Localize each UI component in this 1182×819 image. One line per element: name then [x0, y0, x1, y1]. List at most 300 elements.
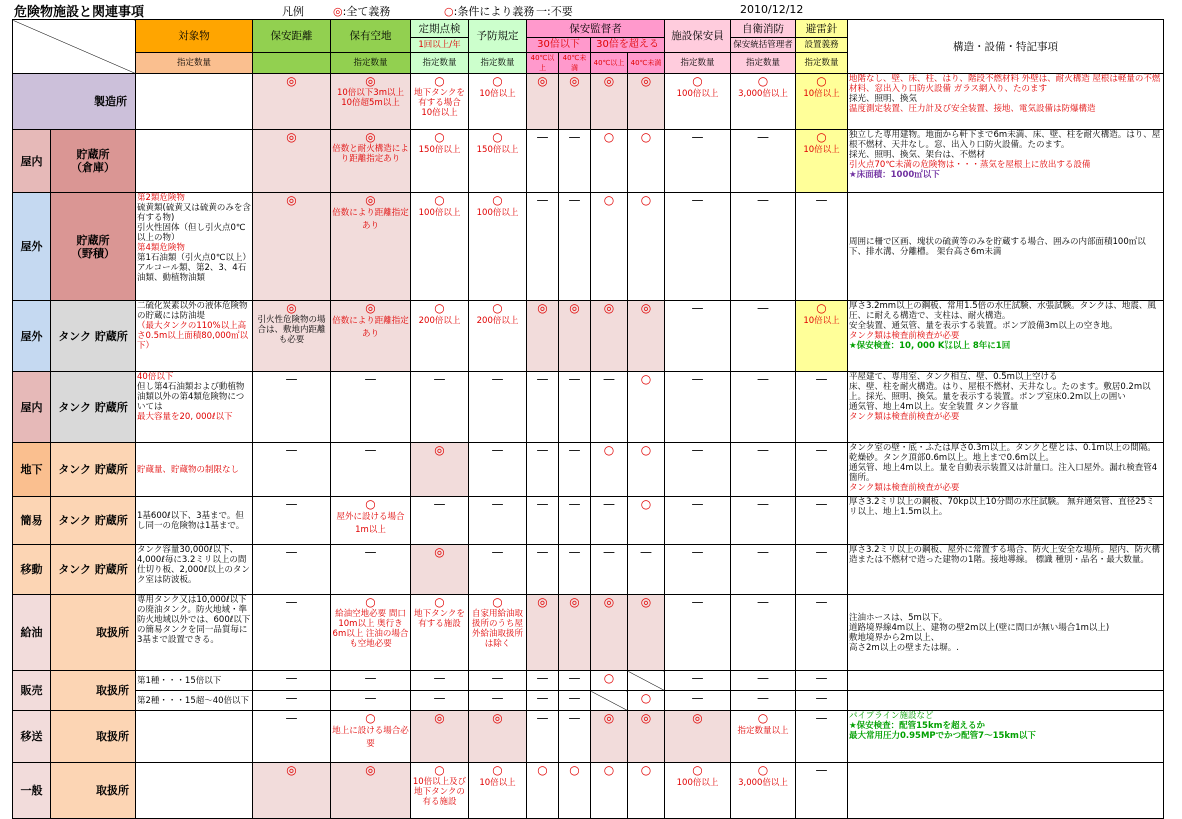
double-circle-icon: ◎ [365, 193, 376, 207]
double-circle-icon: ◎ [286, 74, 297, 88]
cell-structure [848, 763, 1164, 819]
double-circle-icon: ◎ [640, 301, 652, 315]
circle-icon: ○ [492, 193, 503, 207]
col-inspection: 定期点検 [411, 20, 469, 38]
temp-2: 40℃未満 [559, 53, 591, 74]
cell-sup-1 [527, 74, 559, 130]
circle-icon: ○ [365, 711, 376, 725]
cell-prevention: — [469, 691, 527, 711]
cell-inspection: — [411, 671, 469, 691]
row-okugai-tank [13, 301, 1164, 372]
cell-distance: — [253, 443, 331, 497]
cell-sup-4 [628, 74, 665, 130]
col-sup-30below: 30倍以下 [527, 38, 591, 53]
row-cat-okugai: 屋外 [13, 193, 51, 301]
qty-firefight: 指定数量 [731, 53, 796, 74]
cell-lightning: — [796, 372, 848, 443]
cell-target: 第1種・・・15倍以下 [136, 671, 253, 691]
col-distance: 保安距離 [253, 20, 331, 53]
circle-icon: ○ [434, 301, 445, 315]
double-circle-icon: ◎ [365, 763, 376, 777]
cell-structure: 平屋建て、専用室、タンク相互、壁、0.5m以上空ける 床、壁、柱を耐火構造。はり、屋根不燃材、天井なし。たのます。敷居0.2m以上。採光、照明、換気。量を表示する装置。ポンプ室床0.2m以上の囲い 通気管、地上4m以上。安全装置 タンク容量 タンク類は検査前検査が必要 [848, 372, 1164, 443]
cell-space: ◎ 倍数により距離指定あり [331, 193, 411, 301]
circle-icon: ○ [434, 763, 445, 777]
cell-staff: — [665, 130, 731, 193]
row-okunai-tank [13, 372, 1164, 443]
cell-lightning: — [796, 763, 848, 819]
cell-lightning: — [796, 711, 848, 763]
qty-target: 指定数量 [136, 53, 253, 74]
circle-icon: ○ [640, 372, 652, 386]
circle-icon: ○ [603, 443, 615, 457]
cell-space: — [331, 443, 411, 497]
cell-sup-3: — [591, 372, 628, 443]
cell-sup-1: — [527, 443, 559, 497]
cell-lightning: ○ 10倍以上 [796, 301, 848, 372]
cell-lightning: — [796, 497, 848, 545]
cell-sup-1 [527, 301, 559, 372]
row-ippan [13, 763, 1164, 819]
cell-space: ◎ 倍数により距離指定あり [331, 301, 411, 372]
circle-icon: ○ [692, 74, 703, 88]
cell-structure: 厚さ3.2mm以上の鋼板、常用1.5倍の水圧試験、水張試験。タンクは、地震、風圧、に耐える構造で、支柱は、耐火構造。 安全装置、通気管、量を表示する装置。ポンプ設備3m以上の空き地。 タンク類は検査前検査が必要 ★保安検査：10, 000 K㍑以上 8年に1回 [848, 301, 1164, 372]
row-hanbai-1 [13, 671, 1164, 691]
cell-prevention: — [469, 443, 527, 497]
row-cat-okunai: 屋内 [13, 130, 51, 193]
cell-sup-2 [559, 595, 591, 671]
cell-prevention: ○ 自家用給油取扱所のうち屋外給油取扱所は除く [469, 595, 527, 671]
double-circle-icon: ◎ [569, 74, 580, 88]
cell-prevention: ○ 10倍以上 [469, 763, 527, 819]
double-circle-icon: ◎ [365, 74, 376, 88]
cell-distance: — [253, 595, 331, 671]
cell-space: ○ 屋外に設ける場合1m以上 [331, 497, 411, 545]
cell-prevention [469, 711, 527, 763]
cell-lightning: ○ 10倍以上 [796, 74, 848, 130]
cell-staff: ○ 100倍以上 [665, 74, 731, 130]
cell-structure: 地階なし、壁、床、柱、はり、階段不燃材料 外壁は、耐火構造 屋根は軽量の不燃材料、窓出入り口防火設備 ガラス網入り、たのます 採光、照明、換気 温度測定装置、圧力計及び安全装置、接地、電気設備は防爆構造 [848, 74, 1164, 130]
row-cat-chika-tank: 地下 [13, 443, 51, 497]
row-idou-tank [13, 545, 1164, 595]
row-cat-kyuyu: 給油 [13, 595, 51, 671]
row-label-hanbai: 取扱所 [51, 671, 136, 711]
cell-firefight: — [731, 545, 796, 595]
cell-sup-4 [628, 130, 665, 193]
cell-sup-4: — [628, 545, 665, 595]
row-hanbai-2 [13, 691, 1164, 711]
header-row-1 [13, 20, 1164, 38]
cell-prevention: ○ 100倍以上 [469, 193, 527, 301]
cell-sup-2: — [559, 443, 591, 497]
row-cat-isou: 移送 [13, 711, 51, 763]
circle-icon: ○ [434, 595, 445, 609]
cell-distance [253, 193, 331, 301]
cell-sup-2: — [559, 497, 591, 545]
cell-lightning: — [796, 193, 848, 301]
cell-sup-2 [559, 301, 591, 372]
cell-firefight: — [731, 497, 796, 545]
row-cat-idou-tank: 移動 [13, 545, 51, 595]
circle-icon: ○ [537, 763, 548, 777]
cell-sup-3 [591, 595, 628, 671]
cell-inspection [411, 443, 469, 497]
col-space: 保有空地 [331, 20, 411, 53]
circle-icon: ○ [603, 193, 615, 207]
double-circle-icon: ◎ [492, 711, 503, 725]
cell-distance [253, 74, 331, 130]
cell-distance: — [253, 372, 331, 443]
cell-sup-4 [628, 443, 665, 497]
double-circle-icon: ◎ [603, 711, 615, 725]
cell-sup-4 [628, 763, 665, 819]
circle-icon: ○ [434, 74, 445, 88]
circle-icon: ○ [365, 595, 376, 609]
circle-icon: ○ [640, 691, 652, 705]
cell-sup-1 [527, 595, 559, 671]
cell-sup-3 [591, 443, 628, 497]
cell-firefight: ○ 3,000倍以上 [731, 74, 796, 130]
cell-inspection: ○ 100倍以上 [411, 193, 469, 301]
cell-target [136, 763, 253, 819]
circle-icon: ○ [444, 5, 454, 18]
title-bar [0, 0, 1182, 18]
circle-icon: ○ [492, 301, 503, 315]
cell-sup-3: — [591, 497, 628, 545]
cell-firefight: ○ 指定数量以上 [731, 711, 796, 763]
cell-firefight: — [731, 193, 796, 301]
cell-target: 1基600ℓ以下、3基まで。但し同一の危険物は1基まで。 [136, 497, 253, 545]
cell-staff: ○ 100倍以上 [665, 763, 731, 819]
cell-staff: — [665, 301, 731, 372]
qty-staff: 指定数量 [665, 53, 731, 74]
cell-target [136, 130, 253, 193]
cell-sup-4 [628, 691, 665, 711]
row-okunai [13, 130, 1164, 193]
double-circle-icon: ◎ [286, 301, 297, 315]
row-label-idou-tank: タンク 貯蔵所 [51, 545, 136, 595]
corner-cell [13, 20, 136, 74]
cell-sup-3 [591, 671, 628, 691]
cell-target: 第2類危険物 硫黄類(硫黄又は硫黄のみを含有する物) 引火性固体（但し引火点0℃以上の物） 第4類危険物 第1石油類（引火点0℃以上） アルコール類、第2、3、4石油類、動植物油類 [136, 193, 253, 301]
circle-icon: ○ [492, 74, 503, 88]
cell-prevention: — [469, 497, 527, 545]
double-circle-icon: ◎ [365, 301, 376, 315]
double-circle-icon: ◎ [286, 193, 297, 207]
circle-icon: ○ [603, 763, 615, 777]
cell-staff: — [665, 545, 731, 595]
double-circle-icon: ◎ [434, 711, 445, 725]
col-firefight-sub: 保安統括管理者 [731, 38, 796, 53]
circle-icon: ○ [434, 130, 445, 144]
cell-sup-1 [527, 763, 559, 819]
cell-distance: — [253, 691, 331, 711]
row-seizou [13, 74, 1164, 130]
temp-3: 40℃以上 [591, 53, 628, 74]
page-title: 危険物施設と関連事項 [14, 5, 145, 20]
cell-sup-2: — [559, 691, 591, 711]
cell-sup-4 [628, 193, 665, 301]
row-label-ippan: 取扱所 [51, 763, 136, 819]
cell-structure [848, 691, 1164, 711]
cell-sup-3 [591, 130, 628, 193]
cell-lightning: — [796, 671, 848, 691]
cell-structure: 厚さ3.2ミリ以上の鋼板、70kp以上10分間の水圧試験。 無弁通気管、直径25ミリ以上、地上1.5m以上。 [848, 497, 1164, 545]
cell-structure: 独立した専用建物。地面から軒下まで6m未満、床、壁、柱を耐火構造。はり、屋根不燃材、天井なし。窓、出入り口防火設備。たのます。 採光、照明、換気、架台は、不燃材 引火点70℃未満の危険物は・・・蒸気を屋根上に放出する設備 ★床面積：1000㎡以下 [848, 130, 1164, 193]
double-circle-icon: ◎ [286, 763, 297, 777]
cell-sup-1: — [527, 130, 559, 193]
cell-inspection: — [411, 691, 469, 711]
circle-icon: ○ [640, 193, 652, 207]
cell-space: — [331, 671, 411, 691]
cell-inspection: ○ 地下タンクを有する施設 [411, 595, 469, 671]
circle-icon: ○ [434, 193, 445, 207]
cell-inspection: — [411, 372, 469, 443]
row-label-okunai: 貯蔵所 （倉庫） [51, 130, 136, 193]
cell-prevention: — [469, 671, 527, 691]
col-structure: 構造・設備・特記事項 [848, 20, 1164, 74]
cell-sup-2 [559, 763, 591, 819]
cell-prevention: ○ 200倍以上 [469, 301, 527, 372]
row-label-okugai-tank: タンク 貯蔵所 [51, 301, 136, 372]
cell-staff: — [665, 497, 731, 545]
qty-inspection: 指定数量 [411, 53, 469, 74]
row-label-kyuyu: 取扱所 [51, 595, 136, 671]
cell-distance: — [253, 711, 331, 763]
row-kani-tank [13, 497, 1164, 545]
cell-staff: — [665, 595, 731, 671]
double-circle-icon: ◎ [603, 74, 615, 88]
legend-label: 凡例 [282, 5, 304, 18]
double-circle-icon: ◎ [692, 711, 703, 725]
qty-lightning: 指定数量 [796, 53, 848, 74]
double-circle-icon: ◎ [537, 595, 548, 609]
cell-space: — [331, 372, 411, 443]
cell-sup-4 [628, 372, 665, 443]
cell-target: 第2種・・・15超～40倍以下 [136, 691, 253, 711]
cell-firefight: — [731, 443, 796, 497]
date: 2010/12/12 [740, 3, 804, 16]
cell-sup-2 [559, 74, 591, 130]
cell-target [136, 74, 253, 130]
facility-table [12, 19, 1164, 819]
cell-structure: 厚さ3.2ミリ以上の鋼板、屋外に常置する場合、防火上安全な場所。屋内、防火構造または不燃材で造った建物の1階。接地導線。 標識 種別・品名・最大数量。 [848, 545, 1164, 595]
cell-staff: — [665, 193, 731, 301]
cell-lightning: — [796, 691, 848, 711]
qty-distance [253, 53, 331, 74]
cell-inspection: ○ 200倍以上 [411, 301, 469, 372]
cell-inspection: — [411, 497, 469, 545]
legend-none: 一:不要 [536, 5, 573, 18]
cell-lightning: — [796, 443, 848, 497]
cell-firefight: — [731, 130, 796, 193]
circle-icon: ○ [816, 74, 827, 88]
cell-space: ◎ 倍数と耐火構造により距離指定あり [331, 130, 411, 193]
row-cat-okugai-tank: 屋外 [13, 301, 51, 372]
cell-firefight: ○ 3,000倍以上 [731, 763, 796, 819]
double-circle-icon: ◎ [603, 301, 615, 315]
cell-space: ◎ 10倍以下3m以上 10倍超5m以上 [331, 74, 411, 130]
double-circle-icon: ◎ [603, 595, 615, 609]
col-lightning-sub: 設置義務 [796, 38, 848, 53]
circle-icon: ○ [492, 763, 503, 777]
row-cat-hanbai: 販売 [13, 671, 51, 711]
cell-firefight: — [731, 372, 796, 443]
cell-sup-4 [628, 301, 665, 372]
cell-sup-4 [628, 671, 665, 691]
col-supervisor: 保安監督者 [527, 20, 665, 38]
double-circle-icon: ◎ [365, 130, 376, 144]
cell-target: 貯蔵量、貯蔵物の制限なし [136, 443, 253, 497]
cell-inspection: ○ 10倍以上及び地下タンクの有る施設 [411, 763, 469, 819]
row-label-kani-tank: タンク 貯蔵所 [51, 497, 136, 545]
row-label-chika-tank: タンク 貯蔵所 [51, 443, 136, 497]
cell-distance: — [253, 497, 331, 545]
cell-sup-1: — [527, 711, 559, 763]
col-firefight: 自衛消防 [731, 20, 796, 38]
double-circle-icon: ◎ [537, 301, 548, 315]
cell-firefight: — [731, 595, 796, 671]
cell-distance: — [253, 671, 331, 691]
cell-distance: — [253, 545, 331, 595]
double-circle-icon: ◎ [333, 5, 343, 18]
cell-space: ○ 給油空地必要 間口10m以上 奥行き6m以上 注油の場合も空地必要 [331, 595, 411, 671]
cell-sup-3 [591, 301, 628, 372]
cell-structure: 周囲に柵で区画、塊状の硫黄等のみを貯蔵する場合、囲みの内部面積100㎡以下、排水溝、分離槽。 架台高さ6m未満 [848, 193, 1164, 301]
cell-inspection: ○ 地下タンクを有する場合 10倍以上 [411, 74, 469, 130]
circle-icon: ○ [816, 301, 827, 315]
col-inspection-sub: 1回以上/年 [411, 38, 469, 53]
double-circle-icon: ◎ [537, 74, 548, 88]
col-lightning: 避雷針 [796, 20, 848, 38]
row-cat-okunai-tank: 屋内 [13, 372, 51, 443]
cell-inspection [411, 711, 469, 763]
temp-1: 40℃以上 [527, 53, 559, 74]
cell-inspection [411, 545, 469, 595]
cell-structure [848, 671, 1164, 691]
cell-prevention: ○ 150倍以上 [469, 130, 527, 193]
cell-firefight: — [731, 691, 796, 711]
cell-sup-2: — [559, 711, 591, 763]
cell-inspection: ○ 150倍以上 [411, 130, 469, 193]
circle-icon: ○ [603, 671, 615, 685]
cell-structure: 注油ホースは、5m以下。 道路境界線4m以上、建物の壁2m以上(壁に間口が無い場合1m以上) 敷地境界から2m以上、 高さ2m以上の壁または塀。. [848, 595, 1164, 671]
double-circle-icon: ◎ [640, 711, 652, 725]
legend-conditional: ○:条件により義務 [444, 5, 535, 18]
cell-sup-1: — [527, 193, 559, 301]
circle-icon: ○ [492, 595, 503, 609]
cell-structure: タンク室の壁・底・ふたは厚さ0.3m以上。タンクと壁とは、0.1m以上の間隔。乾燥砂。タンク頂部0.6m以上。地上まで0.6m以上。 通気管、地上4m以上。量を自動表示装置又は計量口。注入口屋外。漏れ検査管4箇所。 タンク類は検査前検査が必要 [848, 443, 1164, 497]
cell-sup-3 [591, 691, 628, 711]
cell-sup-3 [591, 763, 628, 819]
circle-icon: ○ [757, 763, 769, 777]
cell-sup-2: — [559, 130, 591, 193]
circle-icon: ○ [757, 711, 769, 725]
col-prevention: 予防規定 [469, 20, 527, 53]
circle-icon: ○ [640, 443, 652, 457]
temp-4: 40℃未満 [628, 53, 665, 74]
cell-lightning: — [796, 595, 848, 671]
cell-lightning: ○ 10倍以上 [796, 130, 848, 193]
cell-sup-3 [591, 711, 628, 763]
row-chika-tank [13, 443, 1164, 497]
cell-target [136, 711, 253, 763]
cell-space: — [331, 691, 411, 711]
cell-prevention: — [469, 372, 527, 443]
cell-sup-1: — [527, 691, 559, 711]
cell-prevention: — [469, 545, 527, 595]
col-staff: 施設保安員 [665, 20, 731, 53]
row-cat-kani-tank: 簡易 [13, 497, 51, 545]
cell-staff: — [665, 372, 731, 443]
row-okugai [13, 193, 1164, 301]
cell-space: ○ 地上に設ける場合必要 [331, 711, 411, 763]
double-circle-icon: ◎ [286, 130, 297, 144]
cell-sup-2: — [559, 545, 591, 595]
circle-icon: ○ [816, 130, 827, 144]
cell-distance [253, 763, 331, 819]
cell-sup-2: — [559, 193, 591, 301]
circle-icon: ○ [603, 130, 615, 144]
cell-target: 専用タンク又は10,000ℓ以下の廃油タンク。防火地域・準防火地域以外では、600ℓ以下の簡易タンクを同一品質毎に3基まで設置できる。 [136, 595, 253, 671]
row-label-okugai: 貯蔵所 （野積） [51, 193, 136, 301]
double-circle-icon: ◎ [569, 301, 580, 315]
cell-target: 二硫化炭素以外の液体危険物の貯蔵には防油堤 （最大タンクの110%以上高さ0.5m以上面積80,000㎡以下） [136, 301, 253, 372]
cell-firefight: — [731, 671, 796, 691]
circle-icon: ○ [365, 497, 376, 511]
cell-lightning: — [796, 545, 848, 595]
circle-icon: ○ [757, 74, 769, 88]
cell-sup-1: — [527, 497, 559, 545]
row-label-isou: 取扱所 [51, 711, 136, 763]
cell-prevention: ○ 10倍以上 [469, 74, 527, 130]
cell-distance [253, 130, 331, 193]
cell-sup-4 [628, 497, 665, 545]
row-label-seizou: 製造所 [13, 74, 136, 130]
row-cat-ippan: 一般 [13, 763, 51, 819]
circle-icon: ○ [640, 130, 652, 144]
cell-sup-1: — [527, 372, 559, 443]
circle-icon: ○ [692, 763, 703, 777]
cell-sup-4 [628, 595, 665, 671]
circle-icon: ○ [640, 497, 652, 511]
cell-distance: ◎ 引火性危険物の場合は、敷地内距離も必要 [253, 301, 331, 372]
cell-firefight: — [731, 301, 796, 372]
col-target: 対象物 [136, 20, 253, 53]
circle-icon: ○ [569, 763, 580, 777]
row-label-okunai-tank: タンク 貯蔵所 [51, 372, 136, 443]
cell-staff [665, 711, 731, 763]
cell-space: — [331, 545, 411, 595]
cell-sup-2: — [559, 372, 591, 443]
cell-space [331, 763, 411, 819]
cell-staff: — [665, 691, 731, 711]
cell-sup-1: — [527, 671, 559, 691]
cell-sup-2: — [559, 671, 591, 691]
cell-sup-3 [591, 74, 628, 130]
cell-staff: — [665, 443, 731, 497]
cell-target: タンク容量30,000ℓ以下、4,000ℓ毎に3.2ミリ以上の間仕切り板、2,000ℓ以上のタンク室は防波板。 [136, 545, 253, 595]
cell-structure: パイプライン施設など ★保安検査：配管15kmを超えるか 最大常用圧力0.95MPでかつ配管7～15km以下 [848, 711, 1164, 763]
row-isou [13, 711, 1164, 763]
double-circle-icon: ◎ [434, 443, 445, 457]
col-sup-30above: 30倍を超える [591, 38, 665, 53]
legend-all: ◎:全て義務 [333, 5, 391, 18]
cell-sup-1: — [527, 545, 559, 595]
cell-target: 40倍以下 但し第4石油類および動植物油類以外の第4類危険物については 最大容量を20, 000ℓ以下 [136, 372, 253, 443]
circle-icon: ○ [492, 130, 503, 144]
cell-sup-3: — [591, 545, 628, 595]
row-kyuyu [13, 595, 1164, 671]
